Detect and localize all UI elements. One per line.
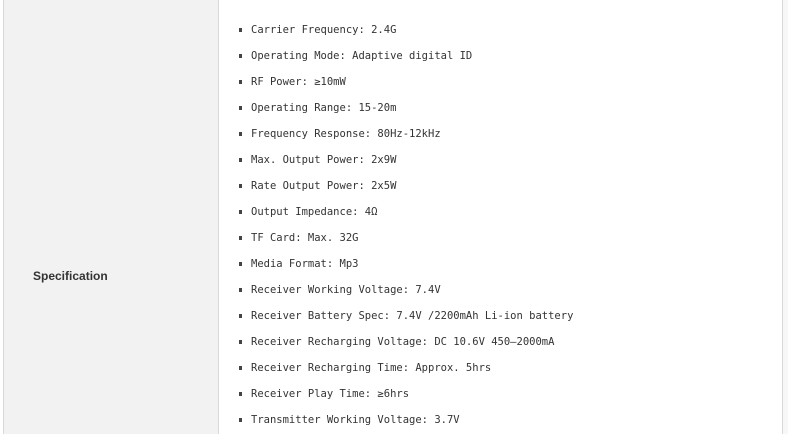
bullet-icon bbox=[239, 132, 242, 136]
bullet-icon bbox=[239, 80, 242, 84]
spec-item-text: Receiver Battery Spec: 7.4V /2200mAh Li-ion battery bbox=[251, 310, 574, 322]
spec-item bbox=[239, 332, 573, 358]
spec-item bbox=[239, 124, 573, 150]
spec-item-text: RF Power: ≥10mW bbox=[251, 76, 346, 88]
spec-item bbox=[239, 72, 573, 98]
spec-item bbox=[239, 254, 573, 280]
spec-item bbox=[239, 358, 573, 384]
spec-item bbox=[239, 280, 573, 306]
spec-item bbox=[239, 306, 573, 332]
spec-item bbox=[239, 384, 573, 410]
bullet-icon bbox=[239, 210, 242, 214]
frame-edge bbox=[783, 0, 788, 434]
spec-item-text: Receiver Recharging Time: Approx. 5hrs bbox=[251, 362, 492, 374]
spec-item bbox=[239, 46, 573, 72]
spec-item-text: TF Card: Max. 32G bbox=[251, 232, 359, 244]
spec-item-text: Receiver Recharging Voltage: DC 10.6V 450—2000mA bbox=[251, 336, 555, 348]
spec-item bbox=[239, 20, 573, 46]
spec-item-text: Frequency Response: 80Hz-12kHz bbox=[251, 128, 441, 140]
spec-item bbox=[239, 228, 573, 254]
bullet-icon bbox=[239, 236, 242, 240]
bullet-icon bbox=[239, 340, 242, 344]
spec-list bbox=[239, 20, 573, 436]
bullet-icon bbox=[239, 392, 242, 396]
spec-item-text: Max. Output Power: 2x9W bbox=[251, 154, 397, 166]
bullet-icon bbox=[239, 54, 242, 58]
bullet-icon bbox=[239, 314, 242, 318]
spec-item bbox=[239, 202, 573, 228]
spec-item bbox=[239, 98, 573, 124]
bullet-icon bbox=[239, 262, 242, 266]
spec-item bbox=[239, 150, 573, 176]
bullet-icon bbox=[239, 184, 242, 188]
spec-label: Specification bbox=[33, 269, 108, 283]
spec-item-text: Carrier Frequency: 2.4G bbox=[251, 24, 397, 36]
spec-item-text: Receiver Working Voltage: 7.4V bbox=[251, 284, 441, 296]
bullet-icon bbox=[239, 418, 242, 422]
bullet-icon bbox=[239, 288, 242, 292]
bullet-icon bbox=[239, 366, 242, 370]
spec-item-text: Rate Output Power: 2x5W bbox=[251, 180, 397, 192]
spec-item-text: Receiver Play Time: ≥6hrs bbox=[251, 388, 410, 400]
spec-item bbox=[239, 176, 573, 202]
spec-item-text: Operating Range: 15-20m bbox=[251, 102, 397, 114]
bullet-icon bbox=[239, 28, 242, 32]
bullet-icon bbox=[239, 106, 242, 110]
bullet-icon bbox=[239, 158, 242, 162]
spec-item-text: Operating Mode: Adaptive digital ID bbox=[251, 50, 473, 62]
spec-item bbox=[239, 410, 573, 436]
spec-item-text: Media Format: Mp3 bbox=[251, 258, 359, 270]
spec-item-text: Transmitter Working Voltage: 3.7V bbox=[251, 414, 460, 426]
spec-label-cell bbox=[3, 0, 219, 434]
spec-item-text: Output Impedance: 4Ω bbox=[251, 206, 378, 218]
spec-value-cell bbox=[219, 0, 783, 434]
